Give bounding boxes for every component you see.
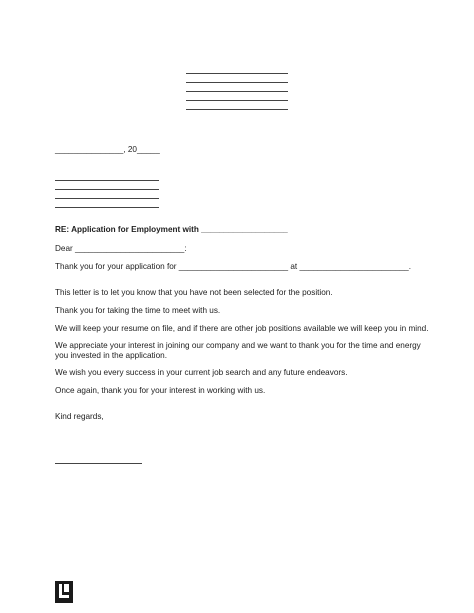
sender-address-line-3: [186, 91, 288, 92]
body-paragraph-4: We appreciate your interest in joining our company and we want to thank you for the time and energy you invested in the application.: [55, 341, 421, 360]
body-paragraph-5: We wish you every success in your current job search and any future endeavors.: [55, 368, 348, 377]
body-paragraph-2: Thank you for taking the time to meet with us.: [55, 306, 221, 315]
date-blank: _______________: [55, 145, 124, 154]
thanks-application-line: Thank you for your application for ________________________ at ________________________.: [55, 262, 412, 271]
subject-line: RE: Application for Employment with ___________________: [55, 225, 288, 234]
closing: Kind regards,: [55, 412, 104, 421]
recipient-address-line-4: [55, 207, 159, 208]
year-blank: _____: [136, 145, 160, 154]
sender-address-line-5: [186, 109, 288, 110]
recipient-address-line-2: [55, 189, 159, 190]
sender-address-line-2: [186, 82, 288, 83]
salutation: Dear ________________________:: [55, 244, 187, 253]
document-logo-icon: [55, 581, 73, 603]
recipient-address-line-1: [55, 180, 159, 181]
sender-address-line-1: [186, 73, 288, 74]
body-paragraph-1: This letter is to let you know that you have not been selected for the position.: [55, 288, 333, 297]
body-paragraph-6: Once again, thank you for your interest in working with us.: [55, 386, 266, 395]
body-paragraph-3: We will keep your resume on file, and if there are other job positions available we will keep you in mind.: [55, 324, 429, 333]
date-separator: , 20: [123, 145, 137, 154]
recipient-address-line-3: [55, 198, 159, 199]
date-line: [55, 145, 160, 155]
signature-line: [55, 463, 142, 464]
sender-address-line-4: [186, 100, 288, 101]
